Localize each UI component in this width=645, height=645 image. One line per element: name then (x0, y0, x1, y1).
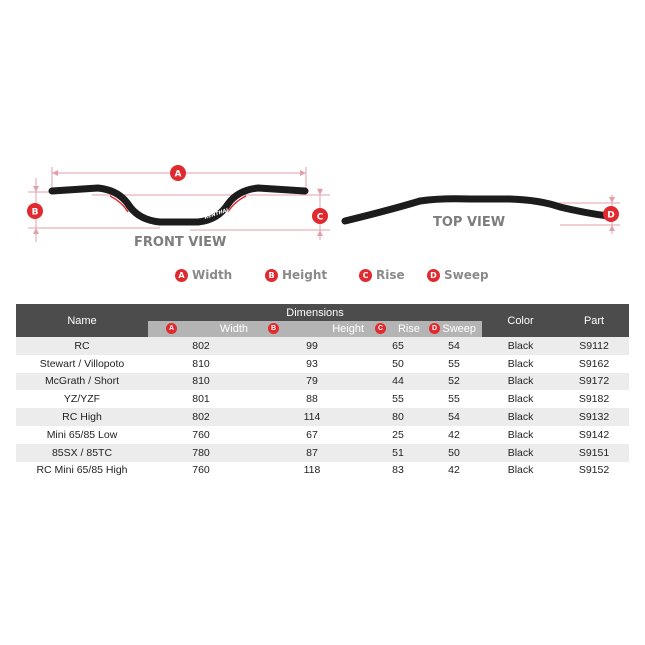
header-color: Color (482, 304, 559, 337)
cell-color: Black (507, 357, 534, 370)
rise-badge-icon: C (375, 323, 386, 334)
spec-table-body (16, 337, 629, 479)
table-row (16, 408, 629, 426)
cell-height: 67 (306, 428, 318, 441)
height-badge-icon: B (268, 323, 279, 334)
cell-part: S9152 (578, 464, 610, 477)
cell-width: 810 (192, 375, 210, 388)
cell-part: S9182 (578, 393, 610, 406)
marker-a (170, 165, 186, 181)
cell-sweep: 55 (448, 393, 460, 406)
svg-text:B: B (31, 207, 39, 218)
cell-name: 85SX / 85TC (51, 446, 113, 459)
rise-badge-icon: C (359, 269, 372, 282)
subheader-rise: C Rise (370, 321, 426, 337)
cell-name: Mini 65/85 Low (46, 428, 118, 441)
cell-name: YZ/YZF (63, 393, 101, 406)
cell-rise: 83 (392, 464, 404, 477)
cell-rise: 25 (392, 428, 404, 441)
cell-height: 88 (306, 393, 318, 406)
cell-part: S9132 (578, 411, 610, 424)
svg-text:C: C (316, 212, 324, 223)
cell-width: 760 (192, 428, 210, 441)
cell-color: Black (507, 428, 534, 441)
top-view-label: TOP VIEW (433, 215, 506, 230)
sweep-badge-icon: D (427, 269, 440, 282)
cell-rise: 50 (392, 357, 404, 370)
cell-color: Black (507, 375, 534, 388)
cell-color: Black (507, 393, 534, 406)
cell-height: 118 (303, 464, 321, 477)
cell-sweep: 42 (448, 428, 460, 441)
height-badge-icon: B (265, 269, 278, 282)
cell-width: 802 (192, 411, 210, 424)
cell-height: 99 (306, 339, 318, 352)
cell-name: McGrath / Short (44, 375, 120, 388)
subheader-sweep: D Sweep (426, 321, 482, 337)
cell-width: 810 (192, 357, 210, 370)
cell-color: Black (507, 464, 534, 477)
cell-part: S9172 (578, 375, 610, 388)
cell-sweep: 55 (448, 357, 460, 370)
cell-sweep: 54 (448, 339, 460, 352)
cell-color: Black (507, 339, 534, 352)
width-badge-icon: A (166, 323, 177, 334)
cell-name: RC High (62, 411, 102, 424)
header-name: Name (16, 304, 148, 337)
cell-name: Stewart / Villopoto (39, 357, 125, 370)
cell-height: 87 (306, 446, 318, 459)
cell-sweep: 52 (448, 375, 460, 388)
cell-color: Black (507, 411, 534, 424)
cell-part: S9112 (579, 339, 609, 352)
table-row (16, 337, 629, 355)
marker-c (312, 208, 328, 224)
marker-d (603, 206, 619, 222)
legend-sweep-label: Sweep (444, 268, 489, 282)
handlebar-diagram (0, 150, 645, 260)
legend-width (175, 268, 232, 282)
cell-rise: 44 (392, 375, 404, 388)
front-view-handlebar (52, 188, 305, 222)
width-badge-icon: A (175, 269, 188, 282)
front-view-label: FRONT VIEW (134, 235, 227, 250)
cell-name: RC Mini 65/85 High (36, 464, 128, 477)
legend-width-label: Width (192, 268, 233, 282)
subheader-width: A Width (148, 321, 254, 337)
cell-name: RC (74, 339, 90, 352)
dimension-legend (0, 268, 645, 284)
cell-height: 93 (306, 357, 318, 370)
cell-color: Black (507, 446, 534, 459)
cell-width: 802 (192, 339, 210, 352)
cell-sweep: 54 (448, 411, 460, 424)
cell-width: 780 (192, 446, 210, 459)
cell-part: S9162 (578, 357, 610, 370)
table-row (16, 444, 629, 462)
header-dimensions: Dimensions (148, 304, 482, 321)
cell-part: S9151 (578, 446, 610, 459)
brand-mark: RENTHAL (203, 207, 231, 221)
legend-sweep (427, 268, 489, 282)
legend-height-label: Height (282, 268, 328, 282)
cell-rise: 80 (392, 411, 404, 424)
cell-sweep: 50 (448, 446, 460, 459)
legend-height (265, 268, 327, 282)
cell-width: 801 (192, 393, 210, 406)
cell-sweep: 42 (448, 464, 460, 477)
svg-text:D: D (607, 210, 615, 221)
cell-width: 760 (192, 464, 210, 477)
sweep-badge-icon: D (429, 323, 440, 334)
header-part: Part (559, 304, 629, 337)
table-row (16, 426, 629, 444)
subheader-height: B Height (254, 321, 370, 337)
cell-rise: 65 (392, 339, 404, 352)
cell-rise: 51 (392, 446, 404, 459)
table-row (16, 355, 629, 373)
table-row (16, 373, 629, 391)
legend-rise-label: Rise (376, 268, 405, 282)
cell-part: S9142 (578, 428, 610, 441)
table-row (16, 462, 629, 480)
marker-b (27, 203, 43, 219)
cell-rise: 55 (392, 393, 404, 406)
legend-rise (359, 268, 405, 282)
spec-table (16, 304, 629, 479)
cell-height: 114 (303, 411, 321, 424)
svg-text:A: A (174, 169, 182, 180)
table-row (16, 390, 629, 408)
cell-height: 79 (306, 375, 318, 388)
